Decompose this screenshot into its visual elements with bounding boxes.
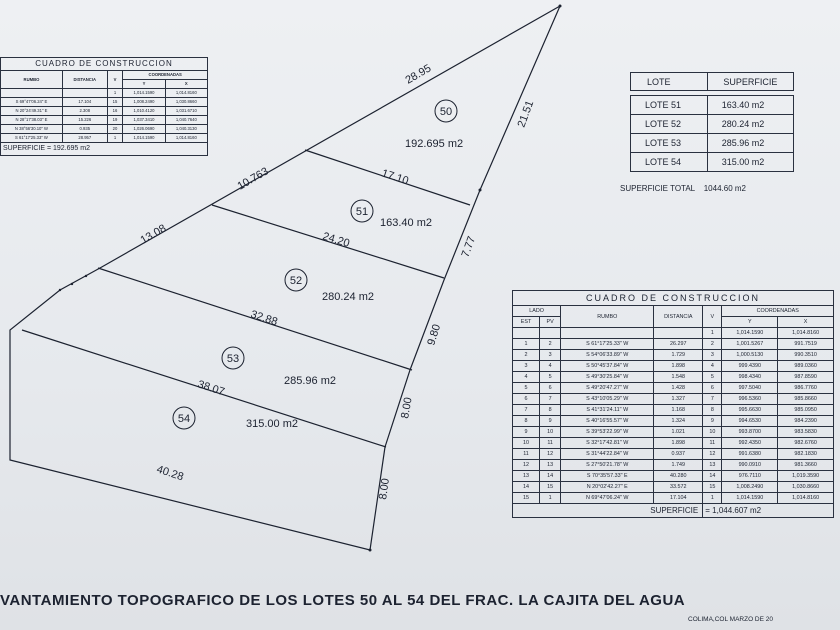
table-cell: 1.898 xyxy=(654,438,703,449)
table-cell: 10 xyxy=(513,438,540,449)
lotes-header-lote: LOTE xyxy=(631,73,708,91)
table-cell xyxy=(1,89,63,98)
table-row xyxy=(513,361,834,372)
table-cell: 3 xyxy=(513,361,540,372)
table-cell: 5 xyxy=(539,372,560,383)
table-cell: LOTE 53 xyxy=(631,134,708,153)
table-cell: 17.104 xyxy=(654,493,703,504)
lot-54-number: 54 xyxy=(177,413,191,425)
small-header-rumbo: RUMBO xyxy=(1,71,63,89)
table-cell: 1 xyxy=(107,134,123,143)
table-cell: 3 xyxy=(703,350,722,361)
table-cell: 1 xyxy=(513,339,540,350)
table-cell: 14 xyxy=(513,482,540,493)
table-cell: 985.8660 xyxy=(778,394,834,405)
lot-54-area: 315.00 m2 xyxy=(246,418,298,430)
table-cell: 11 xyxy=(703,438,722,449)
table-cell: 12 xyxy=(703,449,722,460)
small-header-v: V xyxy=(107,71,123,89)
table-cell: N 20°24'49.31" E xyxy=(1,107,63,116)
table-cell: 982.6760 xyxy=(778,438,834,449)
small-construction-table xyxy=(0,57,208,156)
table-cell: 1,014.8160 xyxy=(778,328,834,339)
table-cell: 12 xyxy=(539,449,560,460)
table-cell: 983.5830 xyxy=(778,427,834,438)
table-cell: S 39°53'22.99" W xyxy=(561,427,654,438)
table-cell: 6 xyxy=(703,383,722,394)
main-header-pv: PV xyxy=(539,317,560,328)
dim-right-52-53: 9.80 xyxy=(425,322,444,347)
table-cell: 0.937 xyxy=(654,449,703,460)
table-cell: 1,040.3130 xyxy=(165,125,207,134)
table-cell: 1,040.7640 xyxy=(165,116,207,125)
table-row xyxy=(513,493,834,504)
lot-51-area: 163.40 m2 xyxy=(380,217,432,229)
table-cell: 7 xyxy=(539,394,560,405)
table-cell: 1,014.1590 xyxy=(722,493,778,504)
table-cell: 1,026.0690 xyxy=(123,125,165,134)
main-table-superficie-value: = 1,044.607 m2 xyxy=(703,504,834,518)
lotes-header-superficie: SUPERFICIE xyxy=(707,73,793,91)
table-cell: 2.308 xyxy=(62,107,107,116)
lot-50-area: 192.695 m2 xyxy=(405,138,464,150)
table-cell: 10 xyxy=(703,427,722,438)
table-cell: 6 xyxy=(513,394,540,405)
table-cell: 991.6380 xyxy=(722,449,778,460)
table-cell: 1,000.5130 xyxy=(722,350,778,361)
table-row xyxy=(631,134,794,153)
table-cell: 994.6530 xyxy=(722,416,778,427)
table-cell: 1,030.8660 xyxy=(165,98,207,107)
table-cell xyxy=(654,328,703,339)
table-cell: 1 xyxy=(703,328,722,339)
main-header-rumbo: RUMBO xyxy=(561,306,654,328)
table-cell: 996.5360 xyxy=(722,394,778,405)
table-cell: 6 xyxy=(539,383,560,394)
table-cell: S 61°17'25.33" W xyxy=(1,134,63,143)
table-cell: 999.4390 xyxy=(722,361,778,372)
table-cell: 3 xyxy=(539,350,560,361)
table-cell xyxy=(539,328,560,339)
table-cell: 1,031.6710 xyxy=(165,107,207,116)
table-row xyxy=(1,98,208,107)
table-cell: 985.0950 xyxy=(778,405,834,416)
table-cell: 990.3510 xyxy=(778,350,834,361)
table-cell: 1 xyxy=(107,89,123,98)
main-header-est: EST xyxy=(513,317,540,328)
table-cell: 4 xyxy=(703,361,722,372)
table-cell: 984.2390 xyxy=(778,416,834,427)
table-cell: 1.729 xyxy=(654,350,703,361)
dim-right-53-54: 8.00 xyxy=(399,396,415,420)
table-cell: 4 xyxy=(539,361,560,372)
table-cell: S 61°17'25.33" W xyxy=(561,339,654,350)
table-cell: 163.40 m2 xyxy=(707,96,793,115)
table-cell: 13 xyxy=(539,460,560,471)
table-cell: 2 xyxy=(513,350,540,361)
dim-right-51: 7.77 xyxy=(459,234,479,260)
table-row xyxy=(513,482,834,493)
table-row xyxy=(513,383,834,394)
table-cell: 13 xyxy=(703,460,722,471)
table-cell: 981.3660 xyxy=(778,460,834,471)
table-cell: 12 xyxy=(513,460,540,471)
table-row xyxy=(631,115,794,134)
table-cell: 982.1830 xyxy=(778,449,834,460)
table-cell: 2 xyxy=(703,339,722,350)
small-table-superficie: SUPERFICIE = 192.695 m2 xyxy=(1,143,208,156)
main-table-superficie-label: SUPERFICIE xyxy=(513,504,703,518)
table-cell: 1,014.1590 xyxy=(123,134,165,143)
lotes-summary-table xyxy=(630,72,794,172)
dim-bottom: 40.28 xyxy=(155,463,185,484)
small-header-coordenadas: COORDENADAS xyxy=(123,71,208,80)
dim-div-53-54: 38.07 xyxy=(196,378,226,399)
table-cell: 40.280 xyxy=(654,471,703,482)
table-cell: S 41°31'24.11" W xyxy=(561,405,654,416)
small-header-x: X xyxy=(165,80,207,89)
lot-53-number: 53 xyxy=(226,353,240,365)
table-cell: 15 xyxy=(513,493,540,504)
lot-52-number: 52 xyxy=(289,275,303,287)
table-cell: 1,008.2490 xyxy=(722,482,778,493)
table-cell: 15 xyxy=(703,482,722,493)
table-cell: S 49°30'25.84" W xyxy=(561,372,654,383)
table-cell: LOTE 52 xyxy=(631,115,708,134)
table-cell: 993.8700 xyxy=(722,427,778,438)
place-date: COLIMA,COL MARZO DE 20 xyxy=(688,616,773,623)
table-cell: 17.104 xyxy=(62,98,107,107)
table-row xyxy=(513,405,834,416)
table-cell: N 69°47'06.24" W xyxy=(561,493,654,504)
table-cell: 989.0360 xyxy=(778,361,834,372)
dim-top: 28.95 xyxy=(403,62,434,87)
table-cell: 8 xyxy=(703,405,722,416)
table-cell: 1.428 xyxy=(654,383,703,394)
table-cell: S 50°45'37.84" W xyxy=(561,361,654,372)
table-cell: 2 xyxy=(539,339,560,350)
main-header-v: V xyxy=(703,306,722,328)
table-row xyxy=(513,449,834,460)
table-cell: 280.24 m2 xyxy=(707,115,793,134)
table-row xyxy=(513,438,834,449)
dim-left-upper: 10.763 xyxy=(235,165,271,193)
table-cell: 1.548 xyxy=(654,372,703,383)
small-header-y: Y xyxy=(123,80,165,89)
table-cell: 997.5040 xyxy=(722,383,778,394)
table-cell xyxy=(561,328,654,339)
table-row xyxy=(513,471,834,482)
dim-left-lower: 13.08 xyxy=(138,222,169,247)
table-cell: 5 xyxy=(703,372,722,383)
table-cell: S 49°20'47.27" W xyxy=(561,383,654,394)
table-cell: 991.7519 xyxy=(778,339,834,350)
table-cell: 9 xyxy=(539,416,560,427)
table-cell: 995.6630 xyxy=(722,405,778,416)
main-header-distancia: DISTANCIA xyxy=(654,306,703,328)
table-cell: 11 xyxy=(539,438,560,449)
table-cell: 14 xyxy=(703,471,722,482)
dim-div-50-51: 17.10 xyxy=(380,167,410,188)
table-cell: 1 xyxy=(539,493,560,504)
table-cell: 11 xyxy=(513,449,540,460)
table-cell: 1,014.1590 xyxy=(123,89,165,98)
table-cell: 1,008.2490 xyxy=(123,98,165,107)
table-cell: 5 xyxy=(513,383,540,394)
table-cell: 8 xyxy=(513,416,540,427)
table-cell: 1,037.3410 xyxy=(123,116,165,125)
main-header-coordenadas: COORDENADAS xyxy=(722,306,834,317)
table-cell: 7 xyxy=(703,394,722,405)
table-cell: 1,001.5267 xyxy=(722,339,778,350)
table-cell: 992.4350 xyxy=(722,438,778,449)
table-row xyxy=(513,339,834,350)
small-header-distancia: DISTANCIA xyxy=(62,71,107,89)
dim-div-51-52: 24.20 xyxy=(321,230,351,250)
table-cell: 1,014.8160 xyxy=(165,134,207,143)
table-row xyxy=(1,89,208,98)
table-cell: S 32°17'42.81" W xyxy=(561,438,654,449)
table-cell: 285.96 m2 xyxy=(707,134,793,153)
table-row xyxy=(1,134,208,143)
table-cell: S 27°50'21.78" W xyxy=(561,460,654,471)
table-row xyxy=(1,125,208,134)
small-table-title: CUADRO DE CONSTRUCCION xyxy=(1,58,208,71)
table-row xyxy=(513,328,834,339)
table-cell: 1,019.3590 xyxy=(778,471,834,482)
main-header-lado: LADO xyxy=(513,306,561,317)
table-cell: 1.749 xyxy=(654,460,703,471)
table-cell: 1 xyxy=(703,493,722,504)
table-row xyxy=(513,416,834,427)
table-row xyxy=(631,96,794,115)
main-header-x: X xyxy=(778,317,834,328)
table-cell: LOTE 54 xyxy=(631,153,708,172)
table-cell: 998.4340 xyxy=(722,372,778,383)
table-cell: 1,014.8160 xyxy=(778,493,834,504)
main-table-title: CUADRO DE CONSTRUCCION xyxy=(513,291,834,306)
table-cell: S 70°35'57.33" E xyxy=(561,471,654,482)
dim-right-top: 21.51 xyxy=(515,99,537,130)
table-cell: N 38°56'30.10" W xyxy=(1,125,63,134)
table-cell: 315.00 m2 xyxy=(707,153,793,172)
table-cell: 1.168 xyxy=(654,405,703,416)
table-cell: 1.324 xyxy=(654,416,703,427)
table-cell: 1,014.8160 xyxy=(165,89,207,98)
table-cell: 986.7760 xyxy=(778,383,834,394)
table-cell: 15 xyxy=(107,98,123,107)
table-cell: 9 xyxy=(703,416,722,427)
table-row xyxy=(513,394,834,405)
table-cell: 20 xyxy=(107,125,123,134)
table-cell: 9 xyxy=(513,427,540,438)
table-cell xyxy=(513,328,540,339)
table-cell: 4 xyxy=(513,372,540,383)
drawing-title: VANTAMIENTO TOPOGRAFICO DE LOS LOTES 50 AL 54 DEL FRAC. LA CAJITA DEL AGUA xyxy=(0,592,686,609)
table-cell: S 43°10'05.29" W xyxy=(561,394,654,405)
table-row xyxy=(513,372,834,383)
table-row xyxy=(513,460,834,471)
table-cell: 26.297 xyxy=(654,339,703,350)
table-cell: N 28°17'38.03" E xyxy=(1,116,63,125)
table-cell: 1.898 xyxy=(654,361,703,372)
table-cell xyxy=(62,89,107,98)
table-cell: S 31°44'22.84" W xyxy=(561,449,654,460)
table-cell: 28.957 xyxy=(62,134,107,143)
table-cell: 987.8590 xyxy=(778,372,834,383)
table-cell: 15 xyxy=(539,482,560,493)
table-row xyxy=(1,107,208,116)
table-cell: 10 xyxy=(539,427,560,438)
table-cell: 0.935 xyxy=(62,125,107,134)
table-cell: 1.327 xyxy=(654,394,703,405)
table-cell: 1,010.4120 xyxy=(123,107,165,116)
table-row xyxy=(631,153,794,172)
main-construction-table xyxy=(512,290,834,518)
table-cell: S 40°16'55.57" W xyxy=(561,416,654,427)
table-cell: 14 xyxy=(539,471,560,482)
table-cell: 1.021 xyxy=(654,427,703,438)
table-cell: 33.572 xyxy=(654,482,703,493)
table-cell: 976.7110 xyxy=(722,471,778,482)
table-row xyxy=(513,350,834,361)
main-header-y: Y xyxy=(722,317,778,328)
table-cell: 13 xyxy=(513,471,540,482)
lot-50-number: 50 xyxy=(439,106,453,118)
table-cell: LOTE 51 xyxy=(631,96,708,115)
lot-51-number: 51 xyxy=(355,206,369,218)
table-cell: 15.226 xyxy=(62,116,107,125)
table-row xyxy=(1,116,208,125)
table-cell: S 54°06'33.89" W xyxy=(561,350,654,361)
table-cell: 7 xyxy=(513,405,540,416)
superficie-total: SUPERFICIE TOTAL 1044.60 m2 xyxy=(620,184,746,193)
table-cell: S 69°47'06.24" E xyxy=(1,98,63,107)
table-cell: 8 xyxy=(539,405,560,416)
table-cell: 990.0910 xyxy=(722,460,778,471)
table-cell: N 20°02'42.27" E xyxy=(561,482,654,493)
dim-right-54: 8.00 xyxy=(377,477,392,501)
table-row xyxy=(513,427,834,438)
table-cell: 1,014.1590 xyxy=(722,328,778,339)
lot-53-area: 285.96 m2 xyxy=(284,375,336,387)
dim-div-52-53: 32.88 xyxy=(249,308,279,329)
table-cell: 19 xyxy=(107,116,123,125)
table-cell: 16 xyxy=(107,107,123,116)
lot-52-area: 280.24 m2 xyxy=(322,291,374,303)
table-cell: 1,030.8660 xyxy=(778,482,834,493)
